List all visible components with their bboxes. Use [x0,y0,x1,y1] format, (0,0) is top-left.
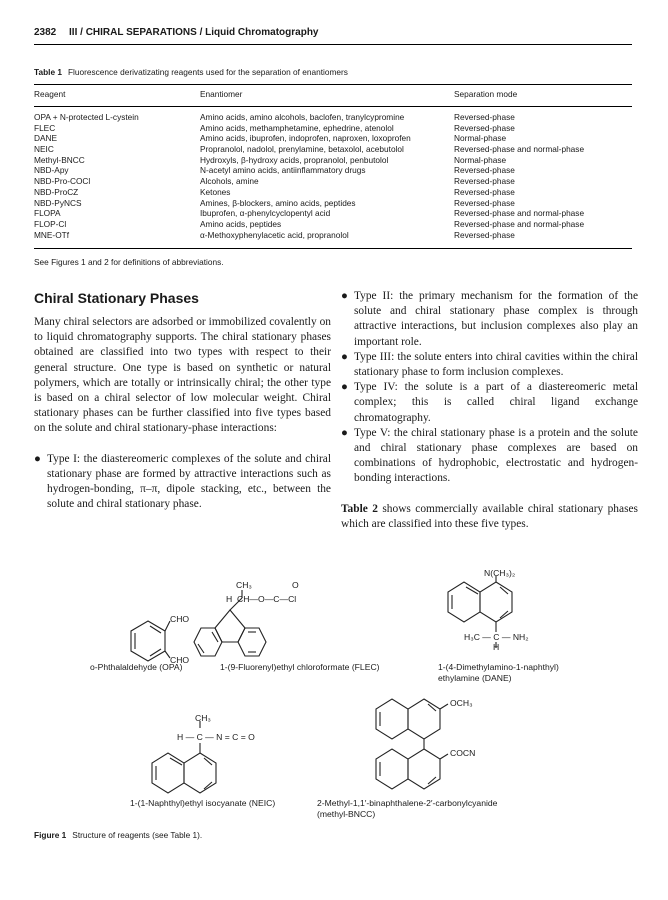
column-header-enantiomer: Enantiomer [200,89,243,99]
right-column [341,289,638,532]
cell-separation-mode: Reversed-phase and normal-phase [454,218,585,229]
cell-separation-mode: Reversed-phase [454,229,515,240]
compound-label-opa: o-Phthalaldehyde (OPA) [90,662,183,672]
table-row [34,165,632,176]
compound-label-dane-2: ethylamine (DANE) [438,673,512,683]
cell-enantiomer: N-acetyl amino acids, antiinflammatory drugs [200,165,366,176]
table-row [34,208,632,219]
atom-o-carbonyl: O [292,580,299,590]
table-row [34,112,632,123]
cell-reagent: FLOPA [34,208,61,219]
atom-h3c-c-nh2: H₃C — C — NH₂ [464,632,529,642]
column-header-reagent: Reagent [34,89,66,99]
structure-drawings [34,566,634,826]
table-row [34,133,632,144]
compound-label-bncc-2: (methyl-BNCC) [317,809,376,819]
table-row [34,230,632,241]
atom-cho-top: CHO [170,614,190,624]
compound-label-neic: 1-(1-Naphthyl)ethyl isocyanate (NEIC) [130,798,276,808]
cell-separation-mode: Reversed-phase [454,197,515,208]
cell-reagent: FLOP-Cl [34,218,67,229]
cell-reagent: NBD-Pro-COCl [34,176,91,187]
table-row [34,187,632,198]
bullet-icon: ● [341,426,348,439]
atom-och3: OCH₃ [450,698,473,708]
figure-caption-text: Structure of reagents (see Table 1). [72,830,203,840]
cell-reagent: MNE-OTf [34,229,70,240]
list-item-type-1: ● Type I: the diastereomeric complexes of the solute and chiral stationary phase are formed by attractive interactions such as hydrogen-bonding, π–π, dipole stacking, etc., between the solute and chiral stationary phase. [34,452,331,511]
figure-1 [34,566,634,826]
cell-enantiomer: Amino acids, amino alcohols, baclofen, tranylcypromine [200,112,405,122]
cell-enantiomer: Amines, β-blockers, amino acids, peptides [200,197,356,208]
atom-chain-neic: H — C — N = C = O [177,732,255,742]
cell-reagent: NEIC [34,144,54,155]
table-caption-text: Fluorescence derivatizating reagents used for the separation of enantiomers [67,67,348,77]
compound-label-dane-1: 1-(4-Dimethylamino-1-naphthyl) [438,662,559,672]
table-top-rule [34,84,632,85]
atom-cocn: COCN [450,748,476,758]
table-header-rule [34,106,632,107]
header-rule [34,44,632,45]
cell-enantiomer: Ibuprofen, α-phenylcyclopentyl acid [200,208,331,219]
figure-label: Figure 1 [34,830,67,840]
cell-separation-mode: Reversed-phase [454,176,515,187]
compound-label-bncc-1: 2-Methyl-1,1′-binaphthalene-2′-carbonylcyanide [317,798,498,808]
bullet-icon: ● [341,350,348,363]
cell-enantiomer: α-Methoxyphenylacetic acid, propranolol [200,229,349,240]
table-body [34,112,632,240]
figure-caption [34,830,202,840]
table-caption [34,67,348,77]
cell-separation-mode: Reversed-phase [454,186,515,197]
table-label: Table 1 [34,67,62,77]
list-item-type-4: ● Type IV: the solute is a part of a diastereomeric metal complex; this is called chiral ligand exchange chromatography. [341,381,638,424]
cell-enantiomer: Amino acids, ibuprofen, indoprofen, naproxen, loxoprofen [200,133,411,144]
cell-reagent: NBD-Apy [34,165,69,176]
atom-chain-flec: CH—O—C—Cl [237,594,297,604]
cell-separation-mode: Normal-phase [454,154,507,165]
cell-reagent: FLEC [34,122,56,133]
table-row [34,176,632,187]
cell-reagent: Methyl-BNCC [34,154,85,165]
cell-enantiomer: Amino acids, peptides [200,218,282,229]
cell-enantiomer: Alcohols, amine [200,176,259,187]
bullet-icon: ● [341,381,348,394]
table-row [34,144,632,155]
table2-reference-paragraph: Table 2 shows commercially available chiral stationary phases which are classified into these five types. [341,502,638,530]
list-item-type-3: ● Type III: the solute enters into chiral cavities within the chiral stationary phase to form inclusion complexes. [341,350,638,379]
cell-separation-mode: Reversed-phase [454,112,515,122]
running-header [34,27,318,38]
table-bottom-rule [34,248,632,249]
cell-reagent: NBD-ProCZ [34,186,79,197]
cell-enantiomer: Propranolol, nadolol, prenylamine, betaxolol, acebutolol [200,144,404,155]
cell-separation-mode: Reversed-phase and normal-phase [454,144,585,155]
cell-reagent: NBD-PyNCS [34,197,82,208]
cell-separation-mode: Normal-phase [454,133,507,144]
type-list-right [341,289,638,487]
atom-h-flec: H [226,594,233,604]
bullet-icon: ● [341,290,348,302]
intro-paragraph: Many chiral selectors are adsorbed or immobilized covalently on to liquid chromatography supports. The chiral stationary phases obtained are classified into two types with respect to their general structure. One type is based on synthetic or natural polymers, which are totally or intrinsically chiral; the other type is based on a chiral selector of low molecular weight. Chiral stationary phases can be further classified into five types based on the solute and chiral stationary-phase interactions: [34,316,331,435]
type-list-left [34,452,331,513]
atom-ch3-flec: CH₃ [236,580,252,590]
table2-link: Table 2 [341,502,378,515]
cell-separation-mode: Reversed-phase [454,165,515,176]
atom-h-dane: H [493,642,500,652]
atom-cho-bottom: CHO [170,655,190,665]
list-item-type-2: ● Type II: the primary mechanism for the formation of the solute and chiral stationary phase complex is through attractive interactions, but inclusion complexes also play an important role. [341,290,638,348]
left-column [34,315,331,512]
running-title: III / CHIRAL SEPARATIONS / Liquid Chromatography [69,27,319,38]
atom-nme2: N(CH₃)₂ [484,568,516,578]
column-header-separation-mode: Separation mode [454,89,518,99]
table-row [34,219,632,230]
cell-separation-mode: Reversed-phase [454,122,515,133]
cell-separation-mode: Reversed-phase and normal-phase [454,208,585,219]
cell-reagent: OPA + N-protected L-cystein [34,112,139,122]
cell-enantiomer: Amino acids, methamphetamine, ephedrine, atenolol [200,122,394,133]
atom-ch3-neic: CH₃ [195,713,211,723]
table-row [34,155,632,166]
cell-enantiomer: Hydroxyls, β-hydroxy acids, propranolol, penbutolol [200,154,389,165]
compound-label-flec: 1-(9-Fluorenyl)ethyl chloroformate (FLEC) [220,662,380,672]
table-row [34,198,632,209]
section-heading: Chiral Stationary Phases [34,290,199,306]
list-item-type-5: ● Type V: the chiral stationary phase is a protein and the solute and chiral stationary phase complexes are based on combinations of hydrophobic, electrostatic and hydrogen-bonding interactions. [341,426,638,485]
cell-enantiomer: Ketones [200,186,231,197]
cell-reagent: DANE [34,133,58,144]
bncc-structure [376,699,448,789]
opa-structure [131,621,170,661]
table-row [34,123,632,134]
page-number: 2382 [34,27,57,38]
bullet-icon: ● [34,452,41,465]
table-footnote: See Figures 1 and 2 for definitions of abbreviations. [34,257,224,267]
